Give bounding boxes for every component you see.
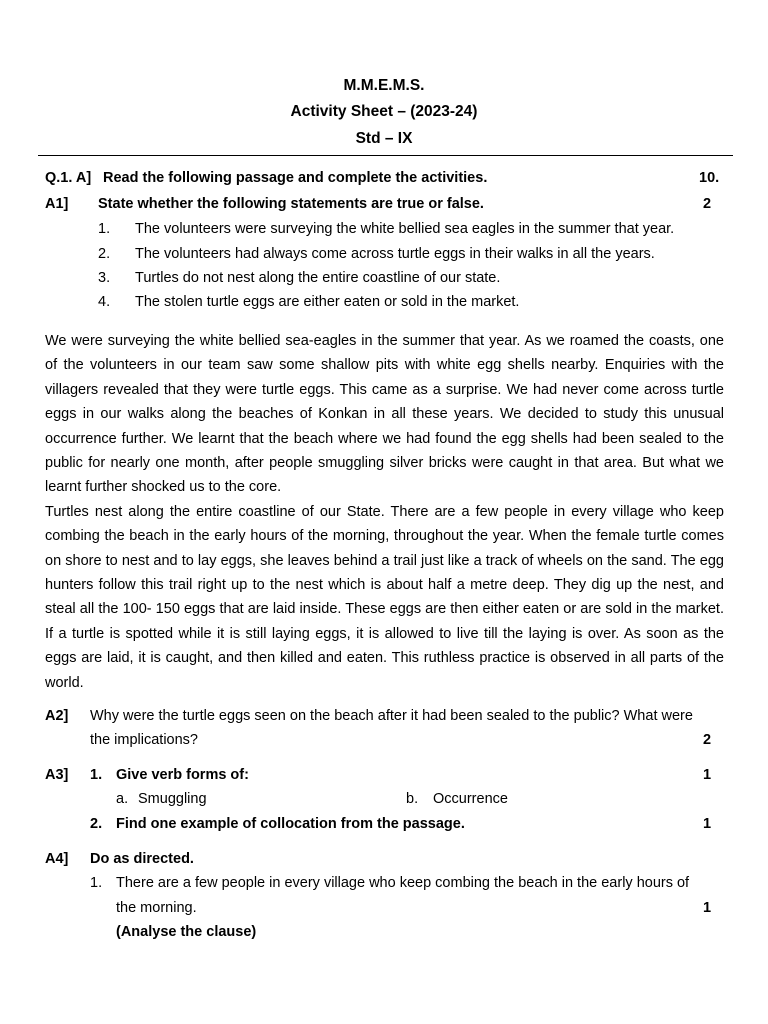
header-divider — [38, 155, 733, 156]
a3-item-1-number: 1. — [90, 767, 103, 783]
a1-item-text: The volunteers were surveying the white bellied sea eagles in the summer that year. — [135, 221, 675, 237]
a3-option-a: Smuggling — [138, 791, 207, 807]
a2-question-line-2: the implications? — [90, 732, 198, 748]
a4-title: Do as directed. — [90, 851, 194, 867]
reading-passage — [45, 329, 724, 695]
a1-item-text: Turtles do not nest along the entire coastline of our state. — [135, 270, 501, 286]
a3-item-1-marks: 1 — [703, 767, 712, 783]
a3-label: A3] — [45, 767, 69, 783]
a3-item-2-marks: 1 — [703, 816, 712, 832]
standard: Std – IX — [355, 130, 413, 147]
a3-item-1-text: Give verb forms of: — [116, 767, 249, 783]
a4-item-1-line-1: There are a few people in every village who keep combing the beach in the early hours of — [116, 875, 690, 891]
q1-label: Q.1. A] — [45, 170, 92, 186]
a1-item-number: 1. — [98, 221, 111, 237]
a3-option-b: Occurrence — [433, 791, 508, 807]
q1-instruction: Read the following passage and complete the activities. — [103, 170, 488, 186]
a3-option-a-label: a. — [116, 791, 129, 807]
a1-marks: 2 — [703, 196, 712, 212]
a2-label: A2] — [45, 708, 69, 724]
a1-item-number: 3. — [98, 270, 111, 286]
passage-paragraph-2: Turtles nest along the entire coastline of our State. There are a few people in every village who keep combing the beach in the early hours of the morning, throughout the year. When the female turtle comes on shore to nest and to lay eggs, she leaves behind a trail just like a track of wheels on the sand. The egg hunters follow this trail right up to the nest which is about half a metre deep. They dig up the nest, and steal all the 100- 150 eggs that are laid inside. These eggs are then either eaten or are sold in the market. If a turtle is spotted while it is still laying eggs, it is allowed to live till the laying is over. As soon as the eggs are laid, it is caught, and then killed and eaten. This ruthless practice is observed in all parts of the world. — [45, 503, 724, 691]
a1-item-number: 2. — [98, 246, 111, 262]
school-name: M.M.E.M.S. — [343, 77, 425, 94]
a1-item-text: The volunteers had always come across turtle eggs in their walks in all the years. — [135, 246, 655, 262]
a4-item-1-line-2: the morning. — [116, 900, 197, 916]
a4-item-1-marks: 1 — [703, 900, 712, 916]
a1-item-number: 4. — [98, 294, 111, 310]
a4-label: A4] — [45, 851, 69, 867]
a1-label: A1] — [45, 196, 69, 212]
a3-option-b-label: b. — [406, 791, 419, 807]
a4-item-1-number: 1. — [90, 875, 103, 891]
a1-item-text: The stolen turtle eggs are either eaten or sold in the market. — [135, 294, 520, 310]
a3-item-2-text: Find one example of collocation from the passage. — [116, 816, 465, 832]
a1-instruction: State whether the following statements are true or false. — [98, 196, 484, 212]
a2-question-line-1: Why were the turtle eggs seen on the beach after it had been sealed to the public? What were — [90, 708, 693, 724]
a2-marks: 2 — [703, 732, 712, 748]
q1-marks: 10. — [699, 170, 720, 186]
passage-paragraph-1: We were surveying the white bellied sea-eagles in the summer that year. As we roamed the coasts, one of the volunteers in our team saw some shallow pits with white egg shells nearby. Enquiries with the villagers revealed that they were turtle eggs. This came as a surprise. We had never come across turtle eggs in our walks along the beaches of Konkan in all these years. We decided to study this unusual occurrence further. We learnt that the beach where we had found the egg shells had been sealed to the public for nearly one month, after people smuggling silver bricks were caught in that area. But what we learnt further shocked us to the core. — [45, 333, 724, 496]
sheet-title: Activity Sheet – (2023-24) — [290, 103, 478, 120]
a4-item-1-instruction: (Analyse the clause) — [116, 924, 257, 940]
a3-item-2-number: 2. — [90, 816, 103, 832]
